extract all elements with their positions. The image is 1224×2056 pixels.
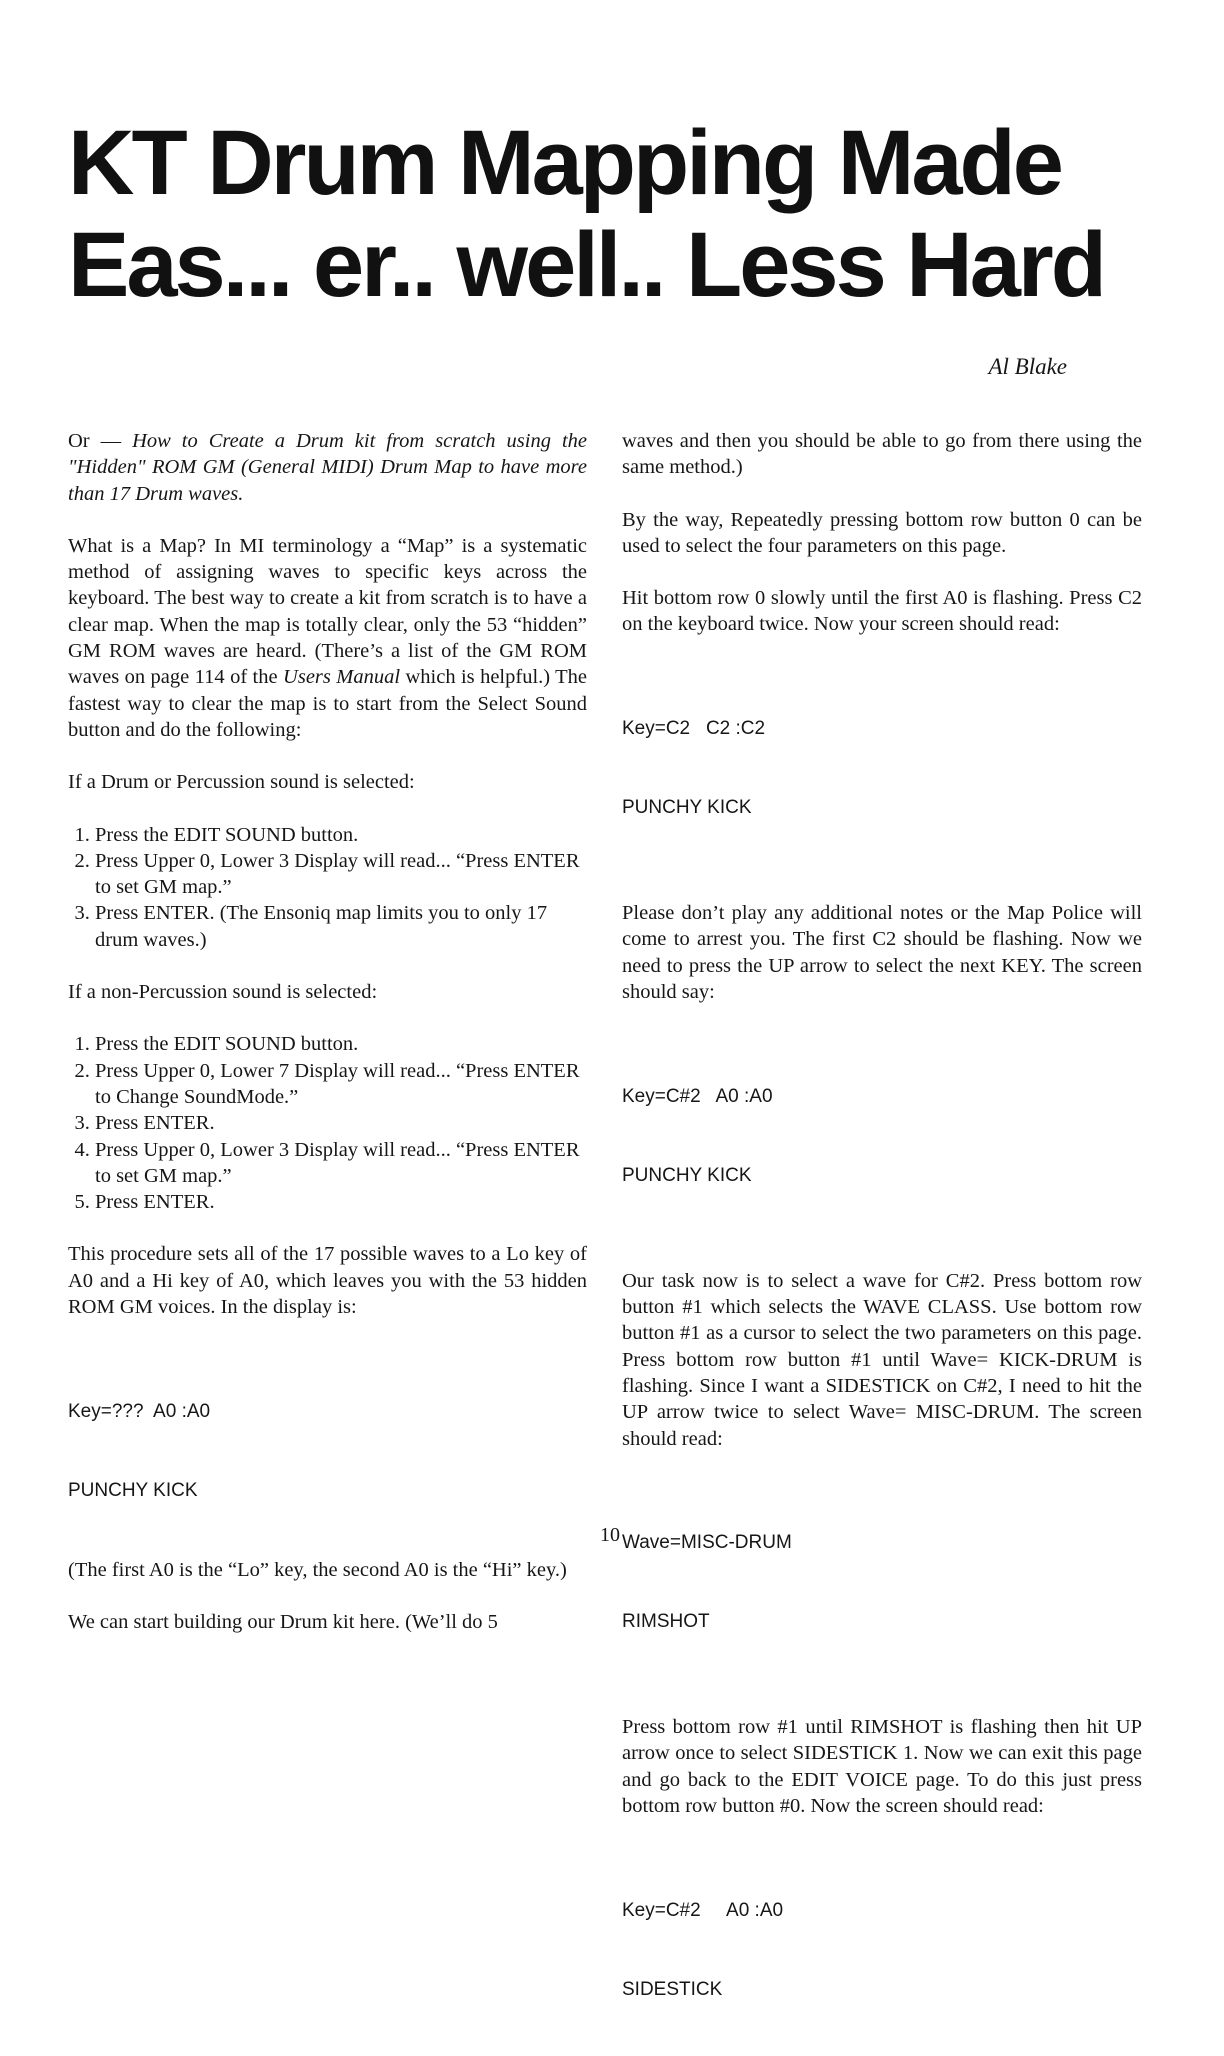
display-line: PUNCHY KICK [68,1479,198,1501]
display-readout-3 [622,1031,1142,1241]
display-readout-4 [622,1478,1142,1688]
continuation-paragraph: waves and then you should be able to go from there using the same method.) [622,430,1142,479]
by-the-way-paragraph: By the way, Repeatedly pressing bottom row button 0 can be used to select the four parameters on this page. [622,508,1142,557]
left-column [68,428,587,1635]
title-line-2: Eas... er.. well.. Less Hard [68,214,1104,316]
display-line: Key=??? A0 :A0 [68,1400,211,1422]
list-item: 1. Press the EDIT SOUND button. [95,822,587,848]
nonperc-steps-list [68,1031,587,1215]
display-readout-1 [68,1346,587,1556]
display-line: RIMSHOT [622,1611,710,1633]
article-title [68,112,1168,316]
users-manual-ref: Users Manual [283,666,401,689]
list-item: 4. Press Upper 0, Lower 3 Display will read... “Press ENTER to set GM map.” [95,1137,587,1190]
right-column [622,428,1142,2056]
title-line-1: KT Drum Mapping Made [68,112,1061,214]
page-number: 10 [600,1524,620,1546]
display-line: PUNCHY KICK [622,797,752,819]
intro-prefix: Or — [68,430,133,452]
display-line: PUNCHY KICK [622,1164,752,1186]
procedure-paragraph: This procedure sets all of the 17 possible waves to a Lo key of A0 and a Hi key of A0, which leaves you with the 53 hidden ROM GM voices. In the display is: [68,1243,587,1319]
list-item: 3. Press ENTER. (The Ensoniq map limits you to only 17 drum waves.) [95,900,587,953]
display-line: Key=C#2 A0 :A0 [622,1899,784,1921]
list-item: 1. Press the EDIT SOUND button. [95,1031,587,1057]
map-definition-text-a: What is a Map? In MI terminology a “Map” is a systematic method of assigning waves to specific keys across the keyboard. The best way to create a kit from scratch is to have a clear map. When the map is totally clear, only the 53 “hidden” GM ROM waves are heard. (There’s a list of the GM ROM waves on page 114 of the [68,534,587,689]
display-readout-2 [622,664,1142,874]
lo-hi-paragraph: (The first A0 is the “Lo” key, the second A0 is the “Hi” key.) [68,1558,567,1581]
drum-heading: If a Drum or Percussion sound is selected: [68,771,415,794]
rimshot-paragraph: Press bottom row #1 until RIMSHOT is flashing then hit UP arrow once to select SIDESTICK 1. Now we can exit this page and go back to the EDIT VOICE page. To do this just press bottom row button #0. Now the screen should read: [622,1716,1142,1818]
drum-steps-list [68,822,587,953]
start-building-paragraph: We can start building our Drum kit here. (We’ll do 5 [68,1610,498,1633]
hit-bottom-row-paragraph: Hit bottom row 0 slowly until the first A0 is flashing. Press C2 on the keyboard twice. Now your screen should read: [622,587,1142,636]
list-item: 5. Press ENTER. [95,1189,587,1215]
intro-subtitle: How to Create a Drum kit from scratch using the "Hidden" ROM GM (General MIDI) Drum Map to have more than 17 Drum waves. [68,430,587,505]
nonperc-heading: If a non-Percussion sound is selected: [68,981,378,1004]
map-definition-paragraph [68,533,587,743]
list-item: 2. Press Upper 0, Lower 3 Display will read... “Press ENTER to set GM map.” [95,848,587,901]
author-byline: Al Blake [988,354,1067,379]
wave-class-paragraph: Our task now is to select a wave for C#2. Press bottom row button #1 which selects the WAVE CLASS. Use bottom row button #1 as a cursor to select the two parameters on this page. Press bottom row button #1 until Wave= KICK-DRUM is flashing. Since I want a SIDESTICK on C#2, I need to hit the UP arrow twice to select Wave= MISC-DRUM. The screen should read: [622,1269,1142,1450]
list-item: 2. Press Upper 0, Lower 7 Display will read... “Press ENTER to Change SoundMode.” [95,1058,587,1111]
display-readout-5 [622,1845,1142,2055]
display-line: Wave=MISC-DRUM [622,1532,792,1554]
display-line: Key=C2 C2 :C2 [622,718,766,740]
map-police-paragraph: Please don’t play any additional notes or the Map Police will come to arrest you. The first C2 should be flashing. Now we need to press the UP arrow to select the next KEY. The screen should say: [622,902,1142,1004]
map-definition-text-b: which is helpful.) The fastest way to clear the map is to start from the Select Sound button and do the following: [68,666,588,741]
display-line: Key=C#2 A0 :A0 [622,1085,773,1107]
list-item: 3. Press ENTER. [95,1110,587,1136]
display-line: SIDESTICK [622,1978,723,2000]
intro-paragraph [68,428,587,507]
